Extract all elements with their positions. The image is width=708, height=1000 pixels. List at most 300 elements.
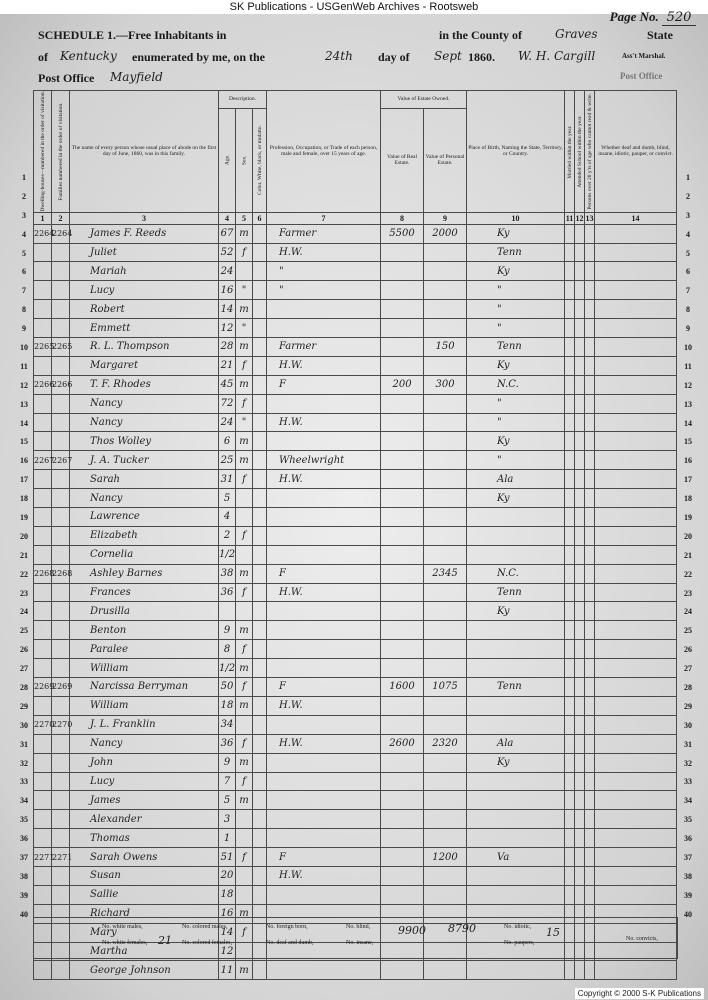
- occupation-cell: [267, 829, 381, 848]
- line-number: 18: [20, 494, 28, 504]
- age-cell: 50: [219, 678, 236, 697]
- archive-banner: SK Publications - USGenWeb Archives - Rootsweb: [0, 0, 708, 14]
- age-cell: 20: [219, 866, 236, 885]
- line-number: 6: [22, 267, 26, 277]
- age-cell: 18: [219, 885, 236, 904]
- table-row: [34, 356, 677, 375]
- family-number: [52, 413, 70, 432]
- line-number: 34: [20, 796, 28, 806]
- sex-cell: m: [236, 300, 253, 319]
- page-number: [610, 9, 696, 26]
- condition-cell: [595, 375, 677, 394]
- line-number: 8: [686, 305, 690, 315]
- state-label: State: [647, 28, 673, 42]
- real-estate-cell: [381, 394, 424, 413]
- sex-cell: [236, 545, 253, 564]
- personal-estate-cell: [424, 508, 467, 527]
- birthplace-cell: [467, 772, 565, 791]
- married-cell: [565, 432, 575, 451]
- col-num: 10: [467, 212, 565, 224]
- condition-cell: [595, 753, 677, 772]
- person-name: Martha: [70, 942, 219, 961]
- real-estate-cell: [381, 885, 424, 904]
- married-cell: [565, 885, 575, 904]
- personal-estate-cell: [424, 621, 467, 640]
- condition-cell: [595, 678, 677, 697]
- school-cell: [575, 640, 585, 659]
- color-cell: [253, 829, 267, 848]
- age-cell: 24: [219, 262, 236, 281]
- condition-cell: [595, 583, 677, 602]
- color-cell: [253, 696, 267, 715]
- real-estate-cell: [381, 319, 424, 338]
- illiterate-cell: [585, 961, 595, 980]
- dwelling-number: [34, 640, 52, 659]
- personal-estate-cell: [424, 715, 467, 734]
- line-number: 24: [20, 607, 28, 617]
- family-number: [52, 489, 70, 508]
- footer-totals: [33, 917, 678, 959]
- color-cell: [253, 621, 267, 640]
- col-num: 3: [70, 212, 219, 224]
- sex-cell: f: [236, 394, 253, 413]
- line-number: 27: [684, 664, 692, 674]
- footer-colored-females: No. colored females,: [182, 940, 232, 946]
- table-row: [34, 526, 677, 545]
- person-name: Richard: [70, 904, 219, 923]
- age-cell: 24: [219, 413, 236, 432]
- table-row: [34, 791, 677, 810]
- married-cell: [565, 621, 575, 640]
- married-cell: [565, 394, 575, 413]
- birthplace-cell: Ky: [467, 753, 565, 772]
- line-number: 6: [686, 267, 690, 277]
- family-number: [52, 526, 70, 545]
- real-estate-cell: 5500: [381, 224, 424, 243]
- family-number: 2267: [52, 451, 70, 470]
- person-name: Elizabeth: [70, 526, 219, 545]
- table-row: [34, 300, 677, 319]
- occupation-cell: H.W.: [267, 583, 381, 602]
- header-name: The name of every person whose usual place of abode on the first day of June, 1860, was in this family.: [70, 91, 219, 213]
- header-illiterate: Persons over 20 y'rs of age who cannot read & write.: [585, 91, 595, 213]
- line-number: 25: [20, 626, 28, 636]
- birthplace-cell: [467, 526, 565, 545]
- family-number: [52, 508, 70, 527]
- birthplace-cell: [467, 829, 565, 848]
- dwelling-number: [34, 772, 52, 791]
- col-num: 14: [595, 212, 677, 224]
- real-estate-cell: [381, 432, 424, 451]
- table-row: [34, 621, 677, 640]
- illiterate-cell: [585, 526, 595, 545]
- col-num: 7: [267, 212, 381, 224]
- real-estate-cell: [381, 281, 424, 300]
- personal-estate-cell: [424, 526, 467, 545]
- line-number: 4: [22, 229, 26, 239]
- school-cell: [575, 319, 585, 338]
- color-cell: [253, 734, 267, 753]
- line-number: 25: [684, 626, 692, 636]
- line-number: 1: [22, 172, 26, 182]
- personal-estate-cell: [424, 753, 467, 772]
- occupation-cell: [267, 545, 381, 564]
- table-row: [34, 602, 677, 621]
- person-name: Emmett: [70, 319, 219, 338]
- person-name: Cornelia: [70, 545, 219, 564]
- school-cell: [575, 829, 585, 848]
- line-number: 18: [684, 494, 692, 504]
- person-name: Mariah: [70, 262, 219, 281]
- real-estate-cell: [381, 262, 424, 281]
- school-cell: [575, 602, 585, 621]
- color-cell: [253, 810, 267, 829]
- table-row: [34, 734, 677, 753]
- header-birthplace: Place of Birth, Naming the State, Territory, or Country.: [467, 91, 565, 213]
- personal-estate-cell: [424, 791, 467, 810]
- sex-cell: m: [236, 451, 253, 470]
- table-row: [34, 848, 677, 867]
- enumerated-day: 24th: [325, 49, 353, 63]
- condition-cell: [595, 961, 677, 980]
- header-color: Color, White, black, or mulatto.: [253, 108, 267, 212]
- married-cell: [565, 791, 575, 810]
- line-number: 1: [686, 172, 690, 182]
- dwelling-number: [34, 319, 52, 338]
- occupation-cell: H.W.: [267, 734, 381, 753]
- line-number: 33: [20, 777, 28, 787]
- school-cell: [575, 243, 585, 262]
- personal-estate-cell: [424, 885, 467, 904]
- line-number: 11: [684, 361, 692, 371]
- line-number: 4: [686, 229, 690, 239]
- personal-estate-cell: [424, 583, 467, 602]
- occupation-cell: H.W.: [267, 413, 381, 432]
- footer-deaf-dumb: No. deaf and dumb,: [266, 940, 314, 946]
- real-estate-cell: [381, 640, 424, 659]
- family-number: 2266: [52, 375, 70, 394]
- school-cell: [575, 734, 585, 753]
- personal-estate-cell: [424, 413, 467, 432]
- condition-cell: [595, 659, 677, 678]
- footer-blind: No. blind,: [346, 924, 371, 930]
- age-cell: 9: [219, 753, 236, 772]
- table-row: [34, 640, 677, 659]
- birthplace-cell: Tenn: [467, 338, 565, 357]
- table-row: [34, 243, 677, 262]
- state-value: Kentucky: [60, 49, 117, 63]
- line-number: 21: [20, 550, 28, 560]
- personal-estate-cell: [424, 262, 467, 281]
- line-number: 3: [22, 210, 26, 220]
- occupation-cell: [267, 885, 381, 904]
- color-cell: [253, 866, 267, 885]
- dwelling-number: [34, 810, 52, 829]
- married-cell: [565, 224, 575, 243]
- post-office-label: Post Office: [38, 71, 95, 85]
- married-cell: [565, 602, 575, 621]
- personal-estate-cell: [424, 319, 467, 338]
- footer-white-females: No. white females,: [102, 940, 148, 946]
- line-number: 23: [684, 588, 692, 598]
- color-cell: [253, 243, 267, 262]
- line-number: 8: [22, 305, 26, 315]
- married-cell: [565, 545, 575, 564]
- table-row: [34, 281, 677, 300]
- person-name: Sallie: [70, 885, 219, 904]
- table-row: [34, 753, 677, 772]
- married-cell: [565, 300, 575, 319]
- occupation-cell: [267, 602, 381, 621]
- illiterate-cell: [585, 602, 595, 621]
- sex-cell: m: [236, 961, 253, 980]
- occupation-cell: H.W.: [267, 696, 381, 715]
- sex-cell: m: [236, 753, 253, 772]
- sex-cell: f: [236, 734, 253, 753]
- married-cell: [565, 243, 575, 262]
- illiterate-cell: [585, 715, 595, 734]
- married-cell: [565, 810, 575, 829]
- age-cell: 14: [219, 923, 236, 942]
- col-num: 5: [236, 212, 253, 224]
- table-row: [34, 885, 677, 904]
- real-estate-cell: [381, 810, 424, 829]
- condition-cell: [595, 545, 677, 564]
- family-number: [52, 885, 70, 904]
- personal-estate-cell: [424, 772, 467, 791]
- illiterate-cell: [585, 583, 595, 602]
- table-row: [34, 375, 677, 394]
- condition-cell: [595, 734, 677, 753]
- line-number: 2: [686, 191, 690, 201]
- occupation-cell: [267, 300, 381, 319]
- page-number-label: Page No.: [609, 9, 659, 24]
- age-cell: 16: [219, 904, 236, 923]
- footer-convicts: No. convicts,: [626, 936, 658, 942]
- birthplace-cell: [467, 640, 565, 659]
- married-cell: [565, 848, 575, 867]
- table-row: [34, 489, 677, 508]
- line-number: 23: [20, 588, 28, 598]
- sex-cell: m: [236, 621, 253, 640]
- school-cell: [575, 300, 585, 319]
- illiterate-cell: [585, 281, 595, 300]
- table-row: [34, 715, 677, 734]
- person-name: Thomas: [70, 829, 219, 848]
- married-cell: [565, 961, 575, 980]
- color-cell: [253, 772, 267, 791]
- age-cell: 34: [219, 715, 236, 734]
- age-cell: 4: [219, 508, 236, 527]
- real-estate-cell: [381, 508, 424, 527]
- personal-estate-cell: [424, 810, 467, 829]
- family-number: [52, 281, 70, 300]
- married-cell: [565, 583, 575, 602]
- illiterate-cell: [585, 829, 595, 848]
- sex-cell: [236, 602, 253, 621]
- school-cell: [575, 375, 585, 394]
- dwelling-number: [34, 526, 52, 545]
- dwelling-number: 2268: [34, 564, 52, 583]
- married-cell: [565, 715, 575, 734]
- condition-cell: [595, 810, 677, 829]
- line-number: 40: [20, 909, 28, 919]
- personal-estate-cell: [424, 470, 467, 489]
- line-number: 29: [20, 701, 28, 711]
- real-estate-cell: [381, 866, 424, 885]
- sex-cell: ": [236, 413, 253, 432]
- school-cell: [575, 262, 585, 281]
- person-name: Sarah: [70, 470, 219, 489]
- illiterate-cell: [585, 772, 595, 791]
- footer-white-females-value: 21: [158, 934, 172, 947]
- color-cell: [253, 602, 267, 621]
- age-cell: 36: [219, 734, 236, 753]
- age-cell: 51: [219, 848, 236, 867]
- header-married: Married within the year.: [565, 91, 575, 213]
- illiterate-cell: [585, 470, 595, 489]
- col-num: 4: [219, 212, 236, 224]
- line-number: 9: [22, 324, 26, 334]
- line-number: 37: [20, 853, 28, 862]
- line-number: 19: [20, 512, 28, 522]
- occupation-cell: H.W.: [267, 356, 381, 375]
- color-cell: [253, 489, 267, 508]
- occupation-cell: [267, 753, 381, 772]
- real-estate-cell: 1600: [381, 678, 424, 697]
- header-sex: Sex.: [236, 108, 253, 212]
- age-cell: 28: [219, 338, 236, 357]
- condition-cell: [595, 508, 677, 527]
- age-cell: 16: [219, 281, 236, 300]
- illiterate-cell: [585, 394, 595, 413]
- line-number: 22: [20, 569, 28, 579]
- line-number: 28: [684, 682, 692, 692]
- occupation-cell: Farmer: [267, 338, 381, 357]
- condition-cell: [595, 281, 677, 300]
- line-number: 36: [20, 834, 28, 844]
- person-name: George Johnson: [70, 961, 219, 980]
- sex-cell: m: [236, 338, 253, 357]
- sex-cell: m: [236, 564, 253, 583]
- color-cell: [253, 640, 267, 659]
- age-cell: 2: [219, 526, 236, 545]
- header-school: Attended School within the year.: [575, 91, 585, 213]
- age-cell: 36: [219, 583, 236, 602]
- person-name: Ashley Barnes: [70, 564, 219, 583]
- occupation-cell: F: [267, 375, 381, 394]
- age-cell: 1/2: [219, 659, 236, 678]
- real-estate-cell: [381, 772, 424, 791]
- header-occupation: Profession, Occupation, or Trade of each person, male and female, over 15 years of age.: [267, 91, 381, 213]
- illiterate-cell: [585, 885, 595, 904]
- married-cell: [565, 338, 575, 357]
- line-number: 33: [684, 777, 692, 787]
- illiterate-cell: [585, 508, 595, 527]
- person-name: Narcissa Berryman: [70, 678, 219, 697]
- person-name: Susan: [70, 866, 219, 885]
- school-cell: [575, 451, 585, 470]
- person-name: Margaret: [70, 356, 219, 375]
- page-number-value: 520: [662, 10, 696, 26]
- color-cell: [253, 885, 267, 904]
- color-cell: [253, 526, 267, 545]
- county-value: Graves: [555, 27, 598, 41]
- sex-cell: m: [236, 791, 253, 810]
- family-number: [52, 659, 70, 678]
- sex-cell: [236, 715, 253, 734]
- age-cell: 67: [219, 224, 236, 243]
- census-rows: [34, 224, 677, 980]
- occupation-cell: ": [267, 262, 381, 281]
- person-name: Nancy: [70, 413, 219, 432]
- occupation-cell: [267, 508, 381, 527]
- person-name: Robert: [70, 300, 219, 319]
- school-cell: [575, 413, 585, 432]
- illiterate-cell: [585, 791, 595, 810]
- school-cell: [575, 715, 585, 734]
- footer-colored-males: No. colored males,: [182, 924, 228, 930]
- school-cell: [575, 508, 585, 527]
- family-number: 2271: [52, 848, 70, 867]
- post-office-value: Mayfield: [110, 70, 163, 84]
- occupation-cell: [267, 489, 381, 508]
- header-family: Families numbered in the order of visitation.: [52, 91, 70, 213]
- sex-cell: [236, 489, 253, 508]
- real-estate-cell: [381, 753, 424, 772]
- condition-cell: [595, 224, 677, 243]
- line-number: 5: [686, 248, 690, 258]
- person-name: J. L. Franklin: [70, 715, 219, 734]
- color-cell: [253, 678, 267, 697]
- family-number: [52, 734, 70, 753]
- birthplace-cell: [467, 696, 565, 715]
- person-name: Lucy: [70, 281, 219, 300]
- condition-cell: [595, 791, 677, 810]
- person-name: Juliet: [70, 243, 219, 262]
- table-row: [34, 338, 677, 357]
- real-estate-cell: [381, 659, 424, 678]
- family-number: [52, 394, 70, 413]
- real-estate-cell: 200: [381, 375, 424, 394]
- line-number: 34: [684, 796, 692, 806]
- illiterate-cell: [585, 243, 595, 262]
- footer-idiotic-value: 15: [546, 926, 560, 939]
- real-estate-cell: [381, 526, 424, 545]
- real-estate-cell: [381, 791, 424, 810]
- marshal-name: W. H. Cargill: [518, 49, 596, 63]
- line-number: 15: [20, 437, 28, 447]
- person-name: Lawrence: [70, 508, 219, 527]
- sex-cell: [236, 829, 253, 848]
- condition-cell: [595, 338, 677, 357]
- line-number: 24: [684, 607, 692, 617]
- person-name: Benton: [70, 621, 219, 640]
- birthplace-cell: Ky: [467, 262, 565, 281]
- personal-estate-cell: [424, 432, 467, 451]
- line-number: 40: [684, 909, 692, 919]
- family-number: [52, 319, 70, 338]
- married-cell: [565, 678, 575, 697]
- occupation-cell: [267, 640, 381, 659]
- birthplace-cell: N.C.: [467, 564, 565, 583]
- personal-estate-cell: [424, 281, 467, 300]
- personal-estate-cell: [424, 961, 467, 980]
- color-cell: [253, 281, 267, 300]
- school-cell: [575, 961, 585, 980]
- color-cell: [253, 470, 267, 489]
- birthplace-cell: [467, 961, 565, 980]
